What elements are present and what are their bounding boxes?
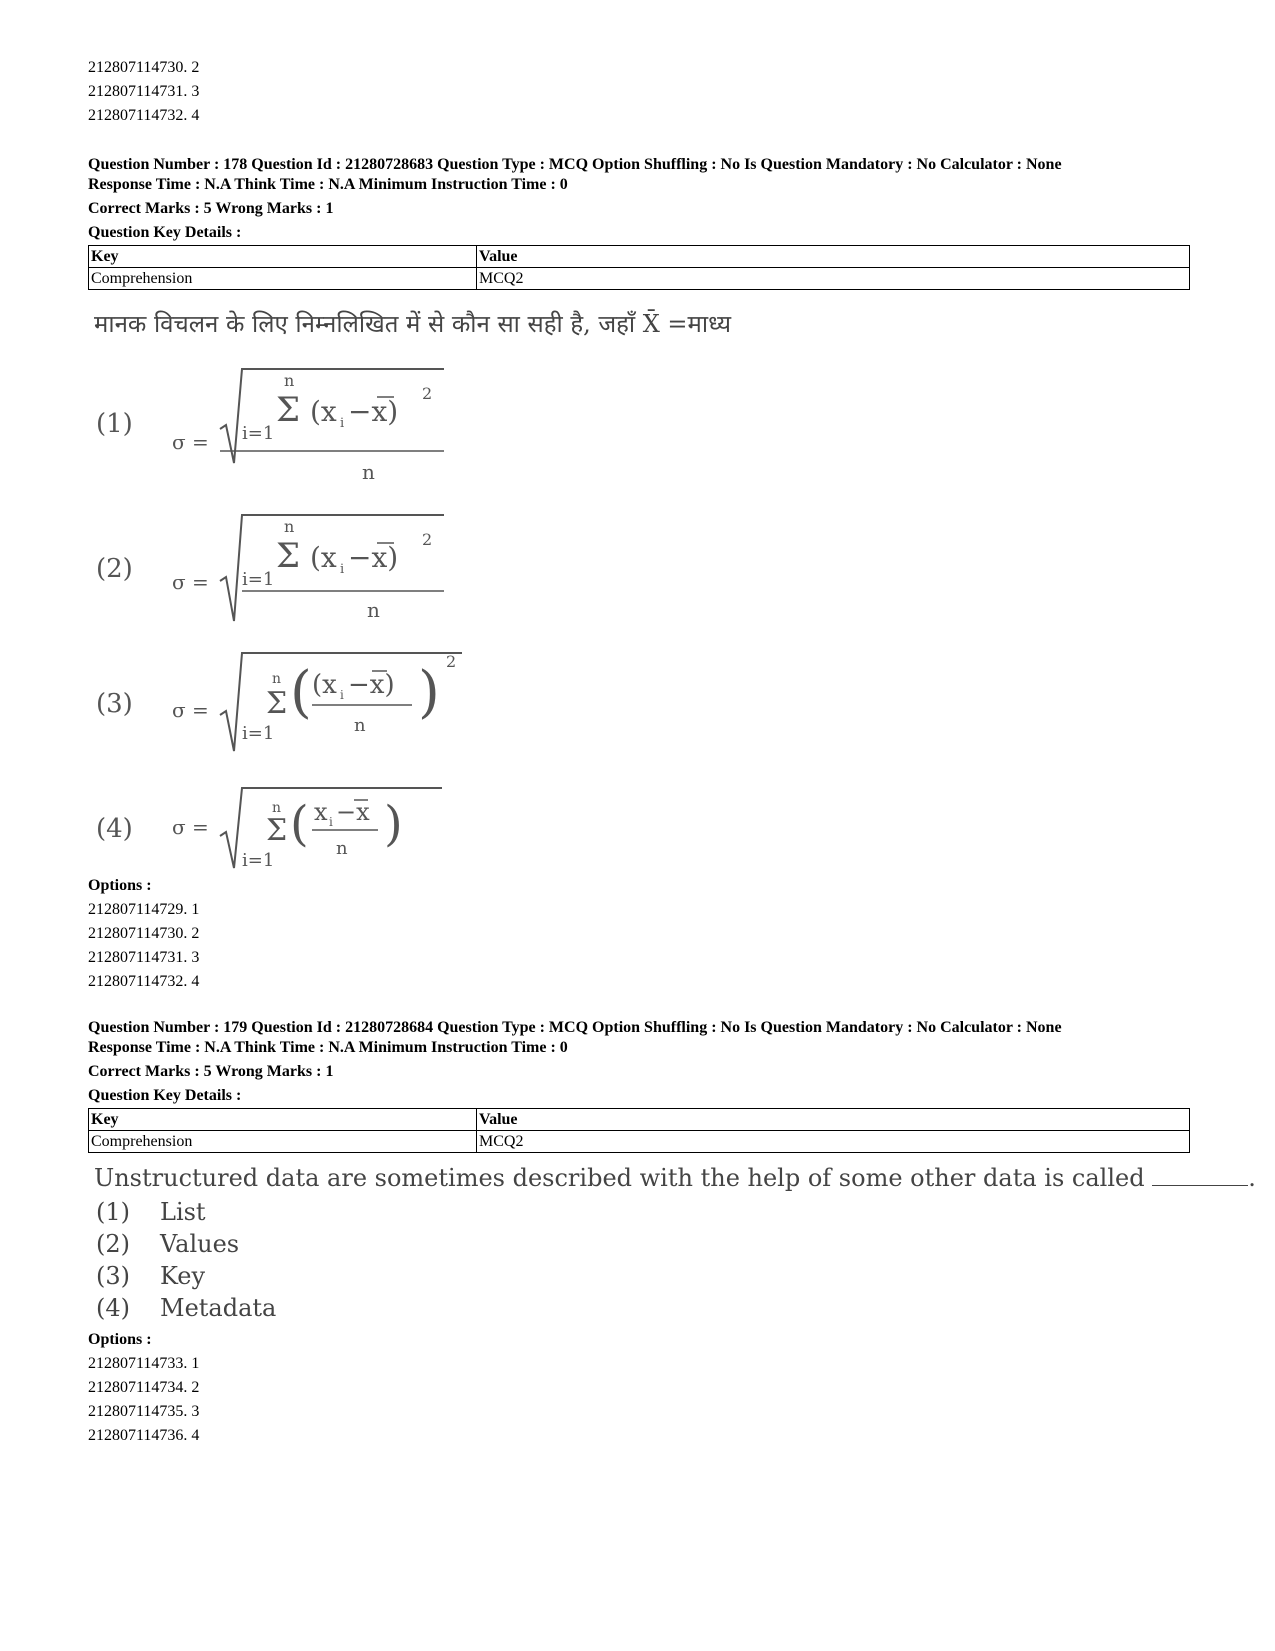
svg-text:(x: (x [310,395,337,428]
marks-line: Correct Marks : 5 Wrong Marks : 1 [88,200,334,217]
marks-line: Correct Marks : 5 Wrong Marks : 1 [88,1063,334,1080]
svg-text:σ =: σ = [172,698,209,722]
question-header-line1: Question Number : 179 Question Id : 21280728684 Question Type : MCQ Option Shuffling : No Is Question Mandatory : No Calculator : None [88,1019,1062,1036]
question-179-image [88,1162,1256,1324]
svg-text:i: i [340,688,344,702]
key-header: Key [89,246,477,268]
svg-text:n: n [272,800,282,816]
svg-text:(x: (x [312,670,337,700]
formula-option-1 [88,359,472,489]
formula-option-3 [88,649,492,759]
option-id: 212807114729. 1 [88,901,200,918]
svg-text:(x: (x [310,541,337,574]
option-id: 212807114735. 3 [88,1403,200,1420]
option-number: (1) [96,409,133,439]
svg-text:i: i [340,416,345,431]
choice-number: (4) [96,1294,130,1322]
svg-text:i=1: i=1 [242,569,275,590]
svg-text:i=1: i=1 [242,423,275,444]
choice-number: (2) [96,1230,130,1258]
option-id: 212807114731. 3 [88,83,200,100]
svg-text:σ =: σ = [172,815,209,839]
question-179-options [88,1328,199,1448]
formula-svg [172,359,472,489]
option-number: (2) [96,554,133,584]
value-cell: MCQ2 [477,1131,1190,1153]
svg-text:(: ( [290,796,309,852]
option-number: (4) [96,814,133,844]
key-details-label: Question Key Details : [88,224,242,241]
key-details-table [88,1108,1190,1153]
svg-text:i=1: i=1 [242,723,275,744]
svg-text:n: n [336,838,348,859]
svg-text:σ =: σ = [172,570,209,594]
option-number: (3) [96,689,133,719]
options-label: Options : [88,877,152,894]
question-178-options [88,874,199,994]
formula-svg [172,649,492,759]
svg-text:): ) [418,660,440,725]
option-id: 212807114730. 2 [88,59,200,76]
svg-text:i: i [329,815,333,829]
value-header: Value [477,1109,1190,1131]
option-id: 212807114732. 4 [88,973,200,990]
svg-text:n: n [367,598,380,622]
svg-text:−x: −x [336,798,370,826]
value-cell: MCQ2 [477,268,1190,290]
option-id: 212807114734. 2 [88,1379,200,1396]
option-id: 212807114730. 2 [88,925,200,942]
option-id: 212807114731. 3 [88,949,200,966]
svg-text:): ) [384,796,403,852]
choice-text: Key [160,1262,206,1290]
choice-text: List [160,1198,206,1226]
formula-svg [172,509,472,629]
prev-options-list [88,56,199,128]
svg-text:σ =: σ = [172,430,209,454]
svg-text:2: 2 [446,652,457,671]
svg-text:n: n [354,715,366,736]
question-178 [88,155,1190,290]
svg-text:−x): −x) [348,395,399,428]
svg-text:Σ: Σ [266,686,288,721]
svg-text:i=1: i=1 [242,850,275,871]
choice-number: (3) [96,1262,130,1290]
key-cell: Comprehension [89,1131,477,1153]
svg-text:Σ: Σ [276,390,301,430]
choice-text: Values [160,1230,240,1258]
choice-number: (1) [96,1198,130,1226]
option-id: 212807114733. 1 [88,1355,200,1372]
svg-text:2: 2 [422,530,433,549]
svg-text:Σ: Σ [276,536,301,576]
question-header-line1: Question Number : 178 Question Id : 21280728683 Question Type : MCQ Option Shuffling : No Is Question Mandatory : No Calculator : None [88,156,1062,173]
value-header: Value [477,246,1190,268]
svg-text:i: i [340,562,345,577]
svg-text:n: n [362,460,375,484]
svg-text:−x): −x) [348,541,399,574]
key-details-table [88,245,1190,290]
question-text: Unstructured data are sometimes described with the help of some other data is called . [94,1164,1256,1192]
formula-svg [172,784,472,874]
svg-text:x: x [314,798,328,826]
svg-text:2: 2 [422,384,433,403]
option-id: 212807114736. 4 [88,1427,200,1444]
formula-option-2 [88,509,472,629]
key-cell: Comprehension [89,268,477,290]
question-178-image [88,304,788,871]
choice-text: Metadata [160,1294,277,1322]
key-header: Key [89,1109,477,1131]
question-text: मानक विचलन के लिए निम्नलिखित में से कौन सा सही है, जहाँ X̄ =माध्य [94,310,732,338]
options-label: Options : [88,1331,152,1348]
svg-text:n: n [272,671,282,687]
svg-text:Σ: Σ [266,813,288,848]
svg-text:n: n [284,517,295,536]
svg-text:n: n [284,371,295,390]
svg-text:−x): −x) [348,670,395,700]
answer-blank [1152,1167,1248,1186]
choice-2 [88,1228,1190,1260]
choice-4 [88,1292,1190,1324]
choice-1 [88,1196,1190,1228]
formula-option-4 [88,784,472,874]
svg-text:(: ( [290,660,312,725]
question-179 [88,1018,1190,1153]
question-header-line2: Response Time : N.A Think Time : N.A Minimum Instruction Time : 0 [88,176,568,193]
question-header-line2: Response Time : N.A Think Time : N.A Minimum Instruction Time : 0 [88,1039,568,1056]
choice-3 [88,1260,1190,1292]
key-details-label: Question Key Details : [88,1087,242,1104]
option-id: 212807114732. 4 [88,107,200,124]
